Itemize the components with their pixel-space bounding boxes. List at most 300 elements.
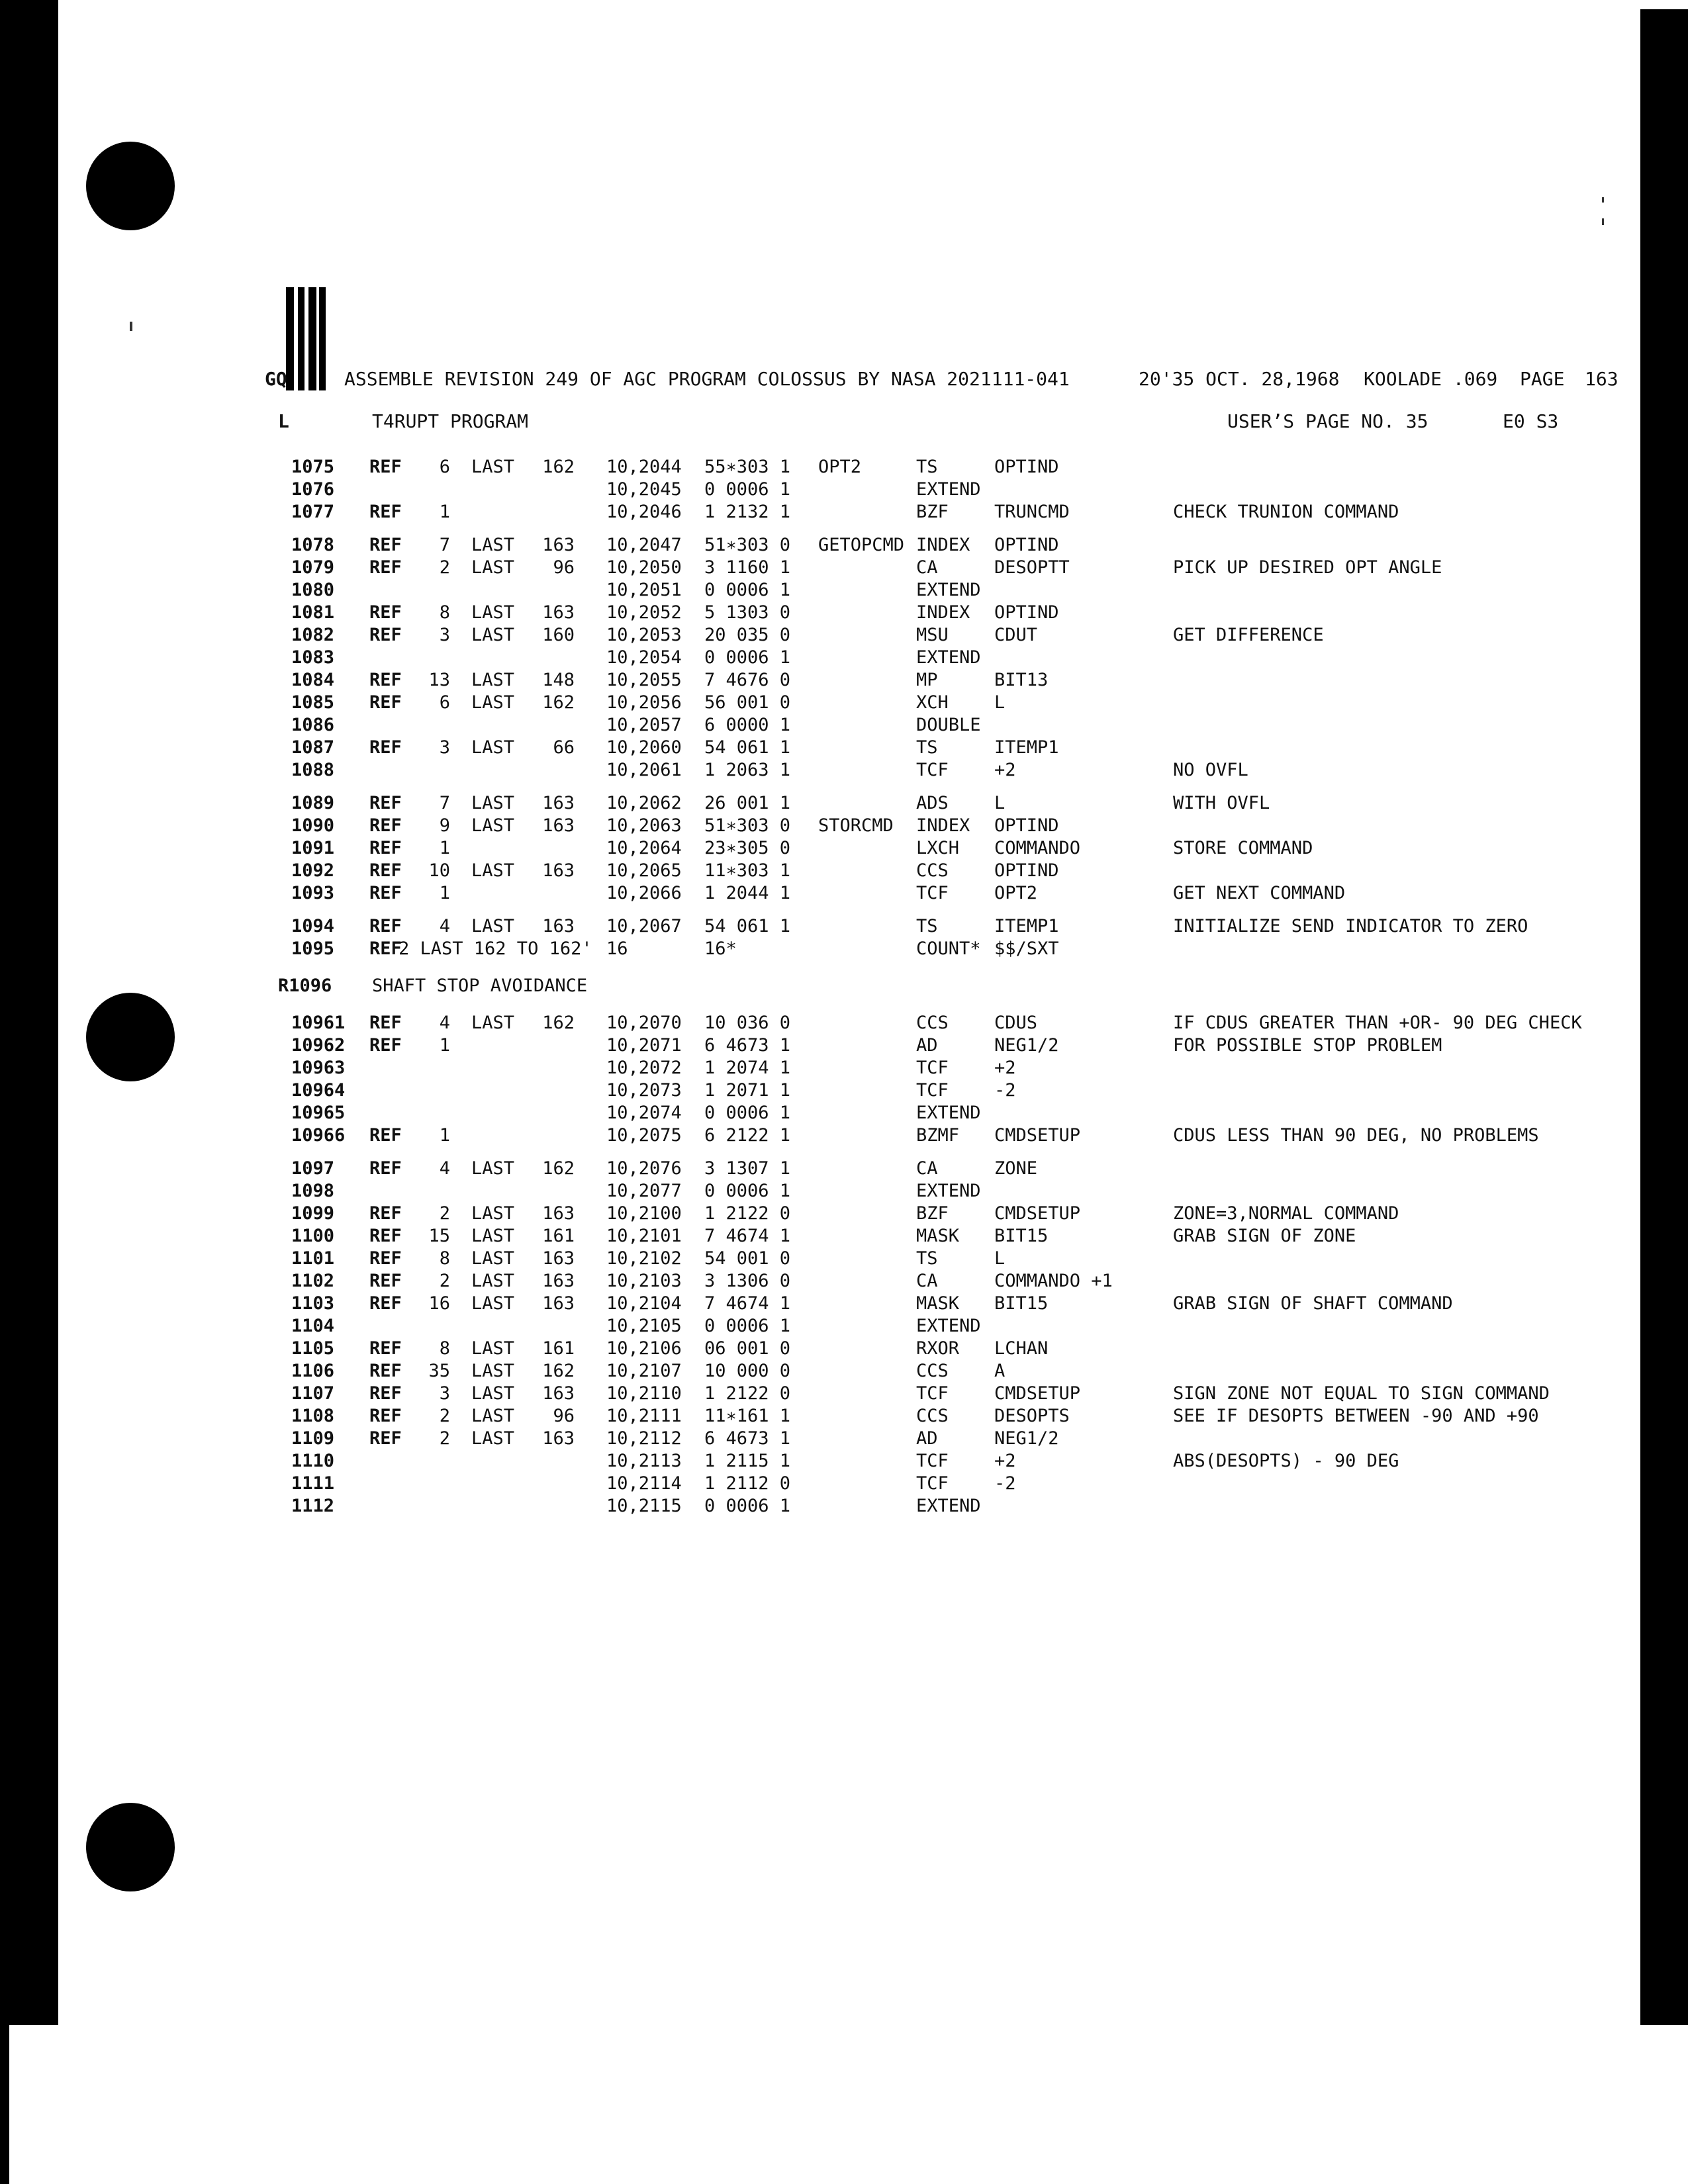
line-op: TS: [916, 1248, 938, 1269]
line-code: 6 4673 1: [704, 1035, 791, 1056]
line-op: TCF: [916, 760, 949, 780]
line-operand: -2: [994, 1080, 1016, 1101]
line-n: 2: [439, 1271, 450, 1291]
line-operand: OPTIND: [994, 815, 1059, 836]
listing-line: [0, 1316, 1688, 1338]
section-seq: R1096: [278, 976, 332, 996]
line-addr: 10,2106: [606, 1338, 682, 1359]
line-op: TCF: [916, 1058, 949, 1078]
line-addr: 10,2072: [606, 1058, 682, 1078]
listing-line: [0, 1271, 1688, 1293]
line-seq: 1104: [291, 1316, 335, 1336]
line-operand: +2: [994, 1451, 1016, 1471]
line-addr: 10,2071: [606, 1035, 682, 1056]
listing-line: [0, 1338, 1688, 1361]
line-n: 2: [439, 1203, 450, 1224]
line-seq: 10964: [291, 1080, 346, 1101]
line-op: CA: [916, 1158, 938, 1179]
line-last: LAST: [471, 793, 515, 813]
line-ref: REF: [369, 1125, 402, 1146]
line-operand: $$/SXT: [994, 938, 1059, 959]
line-num: 163: [542, 1248, 575, 1269]
line-comment: INITIALIZE SEND INDICATOR TO ZERO: [1173, 916, 1528, 936]
listing-line: [0, 1473, 1688, 1496]
line-last: LAST: [471, 916, 515, 936]
line-code: 1 2063 1: [704, 760, 791, 780]
line-code: 56 001 0: [704, 692, 791, 713]
line-code: 0 0006 1: [704, 1496, 791, 1516]
line-operand: BIT13: [994, 670, 1049, 690]
line-seq: 1093: [291, 883, 335, 903]
line-last: LAST: [471, 1293, 515, 1314]
line-code: 0 0006 1: [704, 479, 791, 500]
punch-hole-top: [86, 142, 175, 230]
line-ref: REF: [369, 1361, 402, 1381]
line-seq: 1084: [291, 670, 335, 690]
line-ref: REF: [369, 457, 402, 477]
line-op: TCF: [916, 1080, 949, 1101]
line-seq: 1094: [291, 916, 335, 936]
line-num: 161: [542, 1226, 575, 1246]
line-n: 1: [439, 838, 450, 858]
line-last: LAST: [471, 625, 515, 645]
line-n: 35: [428, 1361, 450, 1381]
line-operand: ITEMP1: [994, 916, 1059, 936]
line-last: LAST: [471, 860, 515, 881]
line-seq: 1101: [291, 1248, 335, 1269]
line-ref: REF: [369, 916, 402, 936]
line-comment: GRAB SIGN OF ZONE: [1173, 1226, 1356, 1246]
line-comment: STORE COMMAND: [1173, 838, 1313, 858]
line-addr: 10,2076: [606, 1158, 682, 1179]
line-seq: 1095: [291, 938, 335, 959]
line-addr: 10,2075: [606, 1125, 682, 1146]
section-title: T4RUPT PROGRAM: [372, 410, 529, 432]
section-title-shaft: SHAFT STOP AVOIDANCE: [372, 976, 588, 996]
listing-line: [0, 457, 1688, 479]
line-ref: REF: [369, 1338, 402, 1359]
line-op: EXTEND: [916, 479, 981, 500]
line-operand: CMDSETUP: [994, 1203, 1081, 1224]
line-code: 06 001 0: [704, 1338, 791, 1359]
line-label: GETOPCMD: [818, 535, 905, 555]
listing-line: [0, 1181, 1688, 1203]
line-op: TS: [916, 916, 938, 936]
line-operand: ITEMP1: [994, 737, 1059, 758]
line-addr: 10,2067: [606, 916, 682, 936]
line-label: OPT2: [818, 457, 862, 477]
line-num: 163: [542, 1271, 575, 1291]
line-seq: 1109: [291, 1428, 335, 1449]
line-ref: REF: [369, 1383, 402, 1404]
line-last: LAST: [471, 1383, 515, 1404]
line-ref: REF: [369, 1203, 402, 1224]
line-code: 1 2122 0: [704, 1203, 791, 1224]
line-seq: 1102: [291, 1271, 335, 1291]
line-num: 66: [553, 737, 575, 758]
line-seq: 1081: [291, 602, 335, 623]
line-operand: DESOPTT: [994, 557, 1070, 578]
header-user-tag: KOOLADE .069: [1364, 368, 1498, 390]
line-addr: 10,2101: [606, 1226, 682, 1246]
line-ref: REF: [369, 1271, 402, 1291]
listing-line: [0, 1293, 1688, 1316]
line-addr: 10,2044: [606, 457, 682, 477]
line-op: TS: [916, 737, 938, 758]
line-code: 16*: [704, 938, 737, 959]
line-n: 13: [428, 670, 450, 690]
line-num: 161: [542, 1338, 575, 1359]
line-code: 0 0006 1: [704, 1316, 791, 1336]
line-addr: 10,2103: [606, 1271, 682, 1291]
line-n: 8: [439, 602, 450, 623]
line-operand: -2: [994, 1473, 1016, 1494]
line-addr: 10,2060: [606, 737, 682, 758]
line-operand: ZONE: [994, 1158, 1038, 1179]
line-comment: ZONE=3,NORMAL COMMAND: [1173, 1203, 1399, 1224]
line-ref: REF: [369, 737, 402, 758]
listing-line: [0, 1428, 1688, 1451]
listing-line: [0, 883, 1688, 905]
line-seq: 10961: [291, 1013, 346, 1033]
line-operand: A: [994, 1361, 1006, 1381]
line-ref: REF: [369, 1035, 402, 1056]
line-seq: 1098: [291, 1181, 335, 1201]
header-page-label: PAGE: [1520, 368, 1565, 390]
listing-line: [0, 535, 1688, 557]
line-ref: REF: [369, 793, 402, 813]
listing-line: [0, 1080, 1688, 1103]
line-ref: REF: [369, 1406, 402, 1426]
line-addr: 10,2056: [606, 692, 682, 713]
line-n: 2: [439, 1406, 450, 1426]
line-code: 1 2112 0: [704, 1473, 791, 1494]
line-op: EXTEND: [916, 647, 981, 668]
line-seq: 1079: [291, 557, 335, 578]
section-spacer: [0, 998, 1688, 1013]
line-addr: 10,2062: [606, 793, 682, 813]
section-heading: [0, 976, 1688, 998]
line-seq: 1107: [291, 1383, 335, 1404]
line-op: MP: [916, 670, 938, 690]
line-op: EXTEND: [916, 1103, 981, 1123]
line-last: LAST: [471, 602, 515, 623]
scan-speck: [1602, 218, 1604, 225]
line-addr: 10,2047: [606, 535, 682, 555]
line-num: 162: [542, 457, 575, 477]
line-num: 163: [542, 535, 575, 555]
line-addr: 10,2066: [606, 883, 682, 903]
line-ref: REF: [369, 860, 402, 881]
line-addr: 10,2114: [606, 1473, 682, 1494]
listing-subheader: [0, 410, 1688, 437]
line-op: ADS: [916, 793, 949, 813]
line-seq: 1082: [291, 625, 335, 645]
line-n: 4: [439, 1158, 450, 1179]
line-operand: OPTIND: [994, 602, 1059, 623]
header-mark: GQ: [265, 368, 287, 390]
line-addr: 10,2053: [606, 625, 682, 645]
line-addr: 10,2070: [606, 1013, 682, 1033]
line-ref: REF: [369, 535, 402, 555]
line-code: 26 001 1: [704, 793, 791, 813]
line-code: 1 2071 1: [704, 1080, 791, 1101]
line-n: 1: [439, 1035, 450, 1056]
line-op: CA: [916, 1271, 938, 1291]
line-op: CCS: [916, 1361, 949, 1381]
line-last: LAST: [471, 1271, 515, 1291]
listing-line: [0, 815, 1688, 838]
line-op: EXTEND: [916, 580, 981, 600]
line-operand: COMMANDO +1: [994, 1271, 1113, 1291]
line-code: 0 0006 1: [704, 1103, 791, 1123]
line-n: 3: [439, 737, 450, 758]
line-op: EXTEND: [916, 1316, 981, 1336]
line-seq: 10966: [291, 1125, 346, 1146]
listing-line: [0, 1383, 1688, 1406]
line-addr: 10,2051: [606, 580, 682, 600]
line-ref: REF: [369, 670, 402, 690]
line-op: BZF: [916, 1203, 949, 1224]
line-n: 3: [439, 625, 450, 645]
listing-line: [0, 916, 1688, 938]
line-addr: 10,2046: [606, 502, 682, 522]
listing-line: [0, 793, 1688, 815]
listing-line: [0, 1103, 1688, 1125]
line-operand: OPT2: [994, 883, 1038, 903]
line-n: 16: [428, 1293, 450, 1314]
line-comment: PICK UP DESIRED OPT ANGLE: [1173, 557, 1442, 578]
listing-line: [0, 715, 1688, 737]
listing-line: [0, 692, 1688, 715]
line-ref: REF: [369, 1226, 402, 1246]
scan-speck: [130, 322, 132, 331]
line-code: 11∗303 1: [704, 860, 791, 881]
line-comment: CHECK TRUNION COMMAND: [1173, 502, 1399, 522]
line-op: DOUBLE: [916, 715, 981, 735]
line-ref: REF: [369, 625, 402, 645]
line-code: 7 4674 1: [704, 1226, 791, 1246]
line-n: 3: [439, 1383, 450, 1404]
line-num: 162: [542, 1013, 575, 1033]
line-n: 2: [439, 557, 450, 578]
line-operand: LCHAN: [994, 1338, 1049, 1359]
line-addr: 10,2115: [606, 1496, 682, 1516]
listing-line: [0, 1125, 1688, 1148]
line-last: LAST: [471, 1406, 515, 1426]
line-code: 1 2122 0: [704, 1383, 791, 1404]
line-addr: 10,2057: [606, 715, 682, 735]
line-operand: CMDSETUP: [994, 1125, 1081, 1146]
line-seq: 10962: [291, 1035, 346, 1056]
line-num: 162: [542, 1361, 575, 1381]
program-title: ASSEMBLE REVISION 249 OF AGC PROGRAM COLOSSUS BY NASA 2021111-041: [344, 368, 1070, 390]
line-code: 23∗305 0: [704, 838, 791, 858]
listing-line: [0, 1203, 1688, 1226]
listing-line: [0, 1058, 1688, 1080]
line-addr: 10,2105: [606, 1316, 682, 1336]
line-last: LAST: [471, 1338, 515, 1359]
line-addr: 10,2073: [606, 1080, 682, 1101]
line-ref: REF: [369, 883, 402, 903]
line-n: 6: [439, 457, 450, 477]
line-ref: REF: [369, 1013, 402, 1033]
line-num: 162: [542, 1158, 575, 1179]
line-num: 163: [542, 815, 575, 836]
line-code: 51∗303 0: [704, 535, 791, 555]
scan-speck: [1602, 197, 1604, 203]
line-n: 1: [439, 1125, 450, 1146]
line-op: CCS: [916, 860, 949, 881]
line-ref: REF: [369, 502, 402, 522]
line-addr: 10,2104: [606, 1293, 682, 1314]
line-ref: REF: [369, 838, 402, 858]
line-seq: 1085: [291, 692, 335, 713]
listing-line: [0, 1035, 1688, 1058]
line-op: BZMF: [916, 1125, 960, 1146]
line-code: 0 0006 1: [704, 1181, 791, 1201]
line-operand: BIT15: [994, 1293, 1049, 1314]
line-last: LAST: [471, 535, 515, 555]
line-last: LAST: [471, 1158, 515, 1179]
line-op: RXOR: [916, 1338, 960, 1359]
line-op: AD: [916, 1428, 938, 1449]
line-num: 163: [542, 1203, 575, 1224]
line-op: TCF: [916, 1473, 949, 1494]
line-comment: IF CDUS GREATER THAN +OR- 90 DEG CHECK: [1173, 1013, 1582, 1033]
listing-line: [0, 1226, 1688, 1248]
line-ref: REF: [369, 602, 402, 623]
listing-line: [0, 938, 1688, 961]
line-addr: 16: [606, 938, 628, 959]
line-ref: REF: [369, 1158, 402, 1179]
listing-line: [0, 557, 1688, 580]
line-seq: 1090: [291, 815, 335, 836]
line-n: 4: [439, 916, 450, 936]
line-ref: REF: [369, 1248, 402, 1269]
line-code: 3 1160 1: [704, 557, 791, 578]
line-seq: 1075: [291, 457, 335, 477]
line-n: 7: [439, 793, 450, 813]
line-last: LAST: [471, 1226, 515, 1246]
line-code: 55∗303 1: [704, 457, 791, 477]
line-comment: WITH OVFL: [1173, 793, 1270, 813]
listing-line: [0, 1361, 1688, 1383]
line-operand: CMDSETUP: [994, 1383, 1081, 1404]
line-ref: REF: [369, 557, 402, 578]
line-addr: 10,2065: [606, 860, 682, 881]
line-num: 163: [542, 916, 575, 936]
listing-code: E0 S3: [1503, 410, 1559, 432]
line-num: 163: [542, 1428, 575, 1449]
listing-line: [0, 1158, 1688, 1181]
line-last: LAST: [471, 557, 515, 578]
line-seq: 1103: [291, 1293, 335, 1314]
line-n: 10: [428, 860, 450, 881]
line-operand: CDUS: [994, 1013, 1038, 1033]
line-num: 163: [542, 860, 575, 881]
line-code: 3 1307 1: [704, 1158, 791, 1179]
line-last: LAST: [471, 457, 515, 477]
line-last: LAST: [471, 1248, 515, 1269]
listing-line: [0, 860, 1688, 883]
line-code: 54 061 1: [704, 737, 791, 758]
line-last: LAST: [471, 737, 515, 758]
line-operand: +2: [994, 760, 1016, 780]
line-op: INDEX: [916, 602, 970, 623]
line-addr: 10,2112: [606, 1428, 682, 1449]
line-operand: NEG1/2: [994, 1035, 1059, 1056]
line-operand: CDUT: [994, 625, 1038, 645]
listing-line: [0, 580, 1688, 602]
line-seq: 1099: [291, 1203, 335, 1224]
line-op: CA: [916, 557, 938, 578]
line-addr: 10,2045: [606, 479, 682, 500]
listing-line: [0, 760, 1688, 782]
line-code: 1 2044 1: [704, 883, 791, 903]
line-label: STORCMD: [818, 815, 894, 836]
line-n: 6: [439, 692, 450, 713]
line-code: 10 036 0: [704, 1013, 791, 1033]
line-comment: SEE IF DESOPTS BETWEEN -90 AND +90: [1173, 1406, 1539, 1426]
line-comment: NO OVFL: [1173, 760, 1248, 780]
line-seq: 1100: [291, 1226, 335, 1246]
listing-line: [0, 838, 1688, 860]
line-ref: REF: [369, 692, 402, 713]
line-n: 9: [439, 815, 450, 836]
listing-line: [0, 647, 1688, 670]
line-comment: GET NEXT COMMAND: [1173, 883, 1346, 903]
line-operand: COMMANDO: [994, 838, 1081, 858]
line-comment: SIGN ZONE NOT EQUAL TO SIGN COMMAND: [1173, 1383, 1550, 1404]
line-code: 1 2132 1: [704, 502, 791, 522]
line-n: 1: [439, 883, 450, 903]
line-last: LAST: [471, 815, 515, 836]
line-num: 163: [542, 1293, 575, 1314]
line-last: LAST: [471, 1013, 515, 1033]
line-addr: 10,2063: [606, 815, 682, 836]
line-code: 54 061 1: [704, 916, 791, 936]
line-num: 160: [542, 625, 575, 645]
line-addr: 10,2074: [606, 1103, 682, 1123]
listing-line: [0, 1248, 1688, 1271]
scan-edge-left-lower: [0, 2025, 9, 2184]
line-n: 8: [439, 1338, 450, 1359]
line-seq: 1108: [291, 1406, 335, 1426]
line-op: BZF: [916, 502, 949, 522]
sub-flag: L: [278, 410, 289, 432]
line-operand: TRUNCMD: [994, 502, 1070, 522]
line-operand: L: [994, 793, 1006, 813]
line-op: MSU: [916, 625, 949, 645]
line-operand: OPTIND: [994, 457, 1059, 477]
line-last: LAST: [471, 670, 515, 690]
line-num: 163: [542, 793, 575, 813]
header-timestamp: 20'35 OCT. 28,1968: [1139, 368, 1340, 390]
line-op: TS: [916, 457, 938, 477]
line-n: 15: [428, 1226, 450, 1246]
line-seq: 1106: [291, 1361, 335, 1381]
line-addr: 10,2054: [606, 647, 682, 668]
line-code: 1 2115 1: [704, 1451, 791, 1471]
line-op: COUNT*: [916, 938, 981, 959]
line-code: 54 001 0: [704, 1248, 791, 1269]
line-addr: 10,2055: [606, 670, 682, 690]
line-code: 6 4673 1: [704, 1428, 791, 1449]
line-last: LAST: [471, 1428, 515, 1449]
line-addr: 10,2061: [606, 760, 682, 780]
line-op: AD: [916, 1035, 938, 1056]
